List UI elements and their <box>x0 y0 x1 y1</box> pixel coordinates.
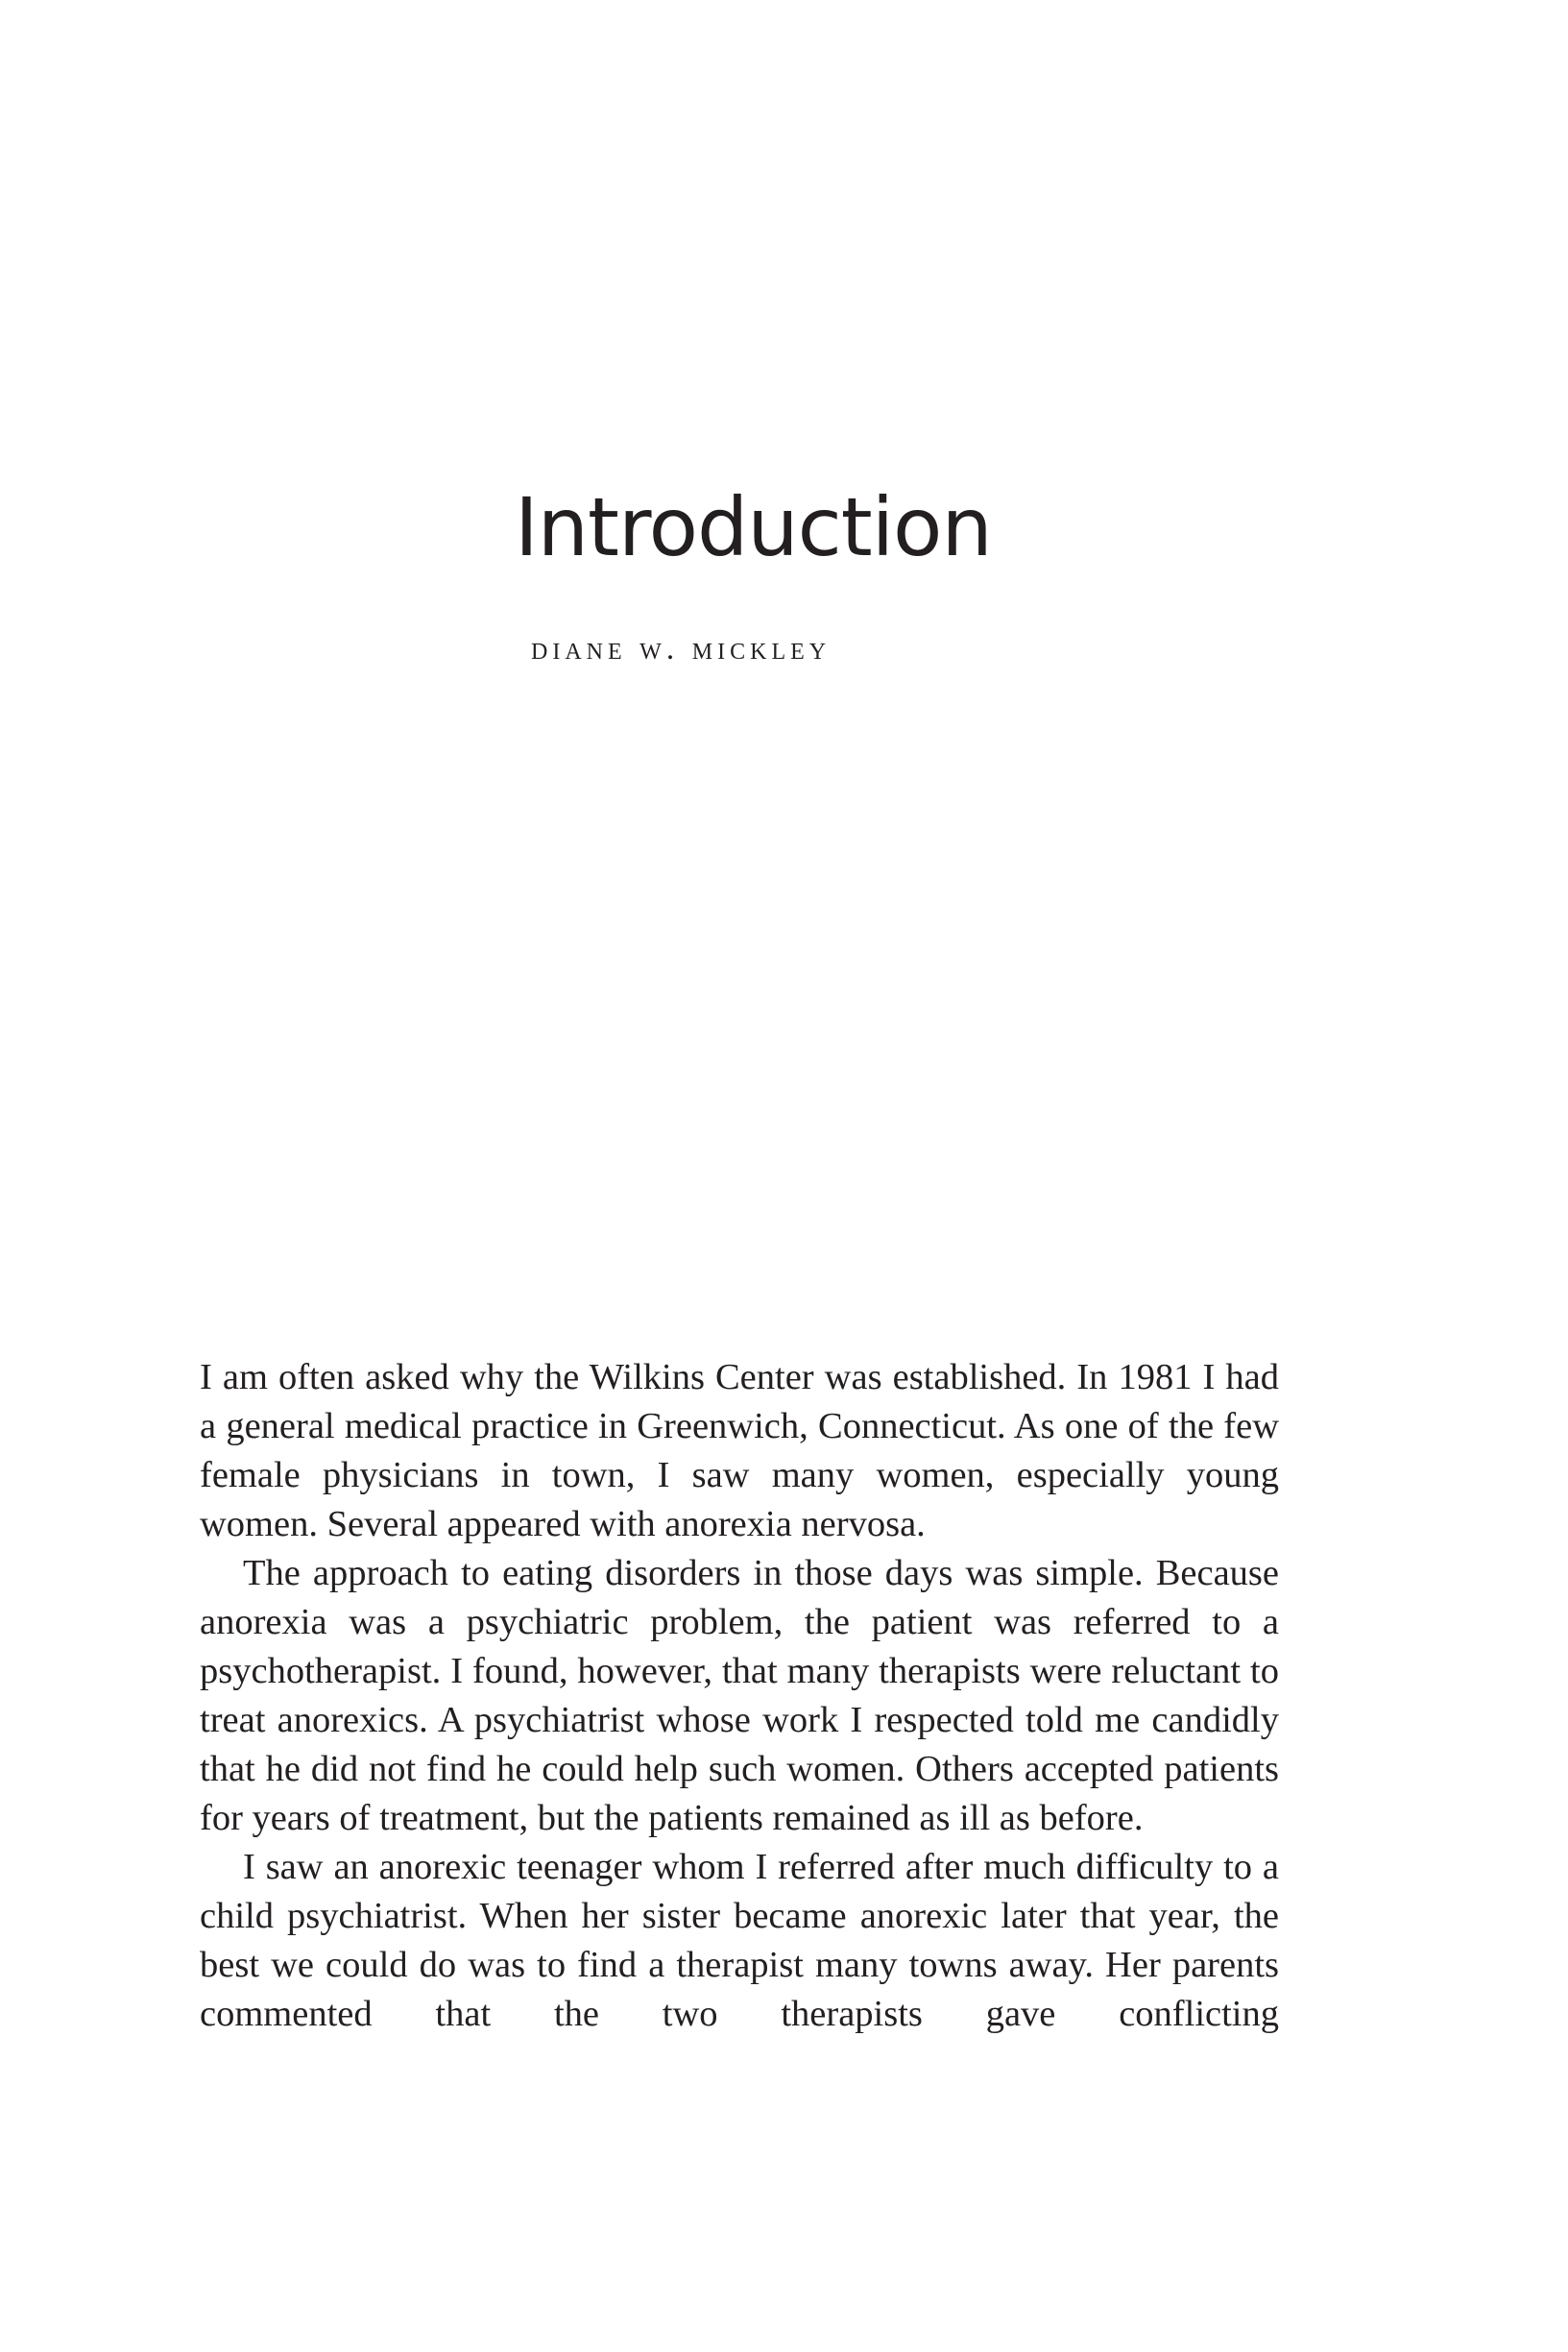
paragraph: The approach to eating disorders in those days was simple. Because anorexia was a psychiatric problem, the patient was referred to a psychotherapist. I found, however, that many therapists were reluctant to treat anorexics. A psychiatrist whose work I respected told me candidly that he did not find he could help such women. Others accepted patients for years of treatment, but the patients remained as ill as before. <box>200 1553 1279 1838</box>
paragraph: I am often asked why the Wilkins Center was established. In 1981 I had a general medical practice in Greenwich, Connecticut. As one of the few female physicians in town, I saw many women, especially young women. Several appeared with anorexia nervosa. <box>200 1357 1279 1544</box>
chapter-title: Introduction <box>515 480 992 574</box>
paragraph: I saw an anorexic teenager whom I referred after much difficulty to a child psychiatrist. When her sister became anorexic later that year, the best we could do was to find a therapist many towns away. Her parents commented that the two therapists gave conflicting <box>200 1847 1279 2034</box>
chapter-author: diane w. mickley <box>531 631 832 667</box>
body-text <box>200 1353 1279 2039</box>
